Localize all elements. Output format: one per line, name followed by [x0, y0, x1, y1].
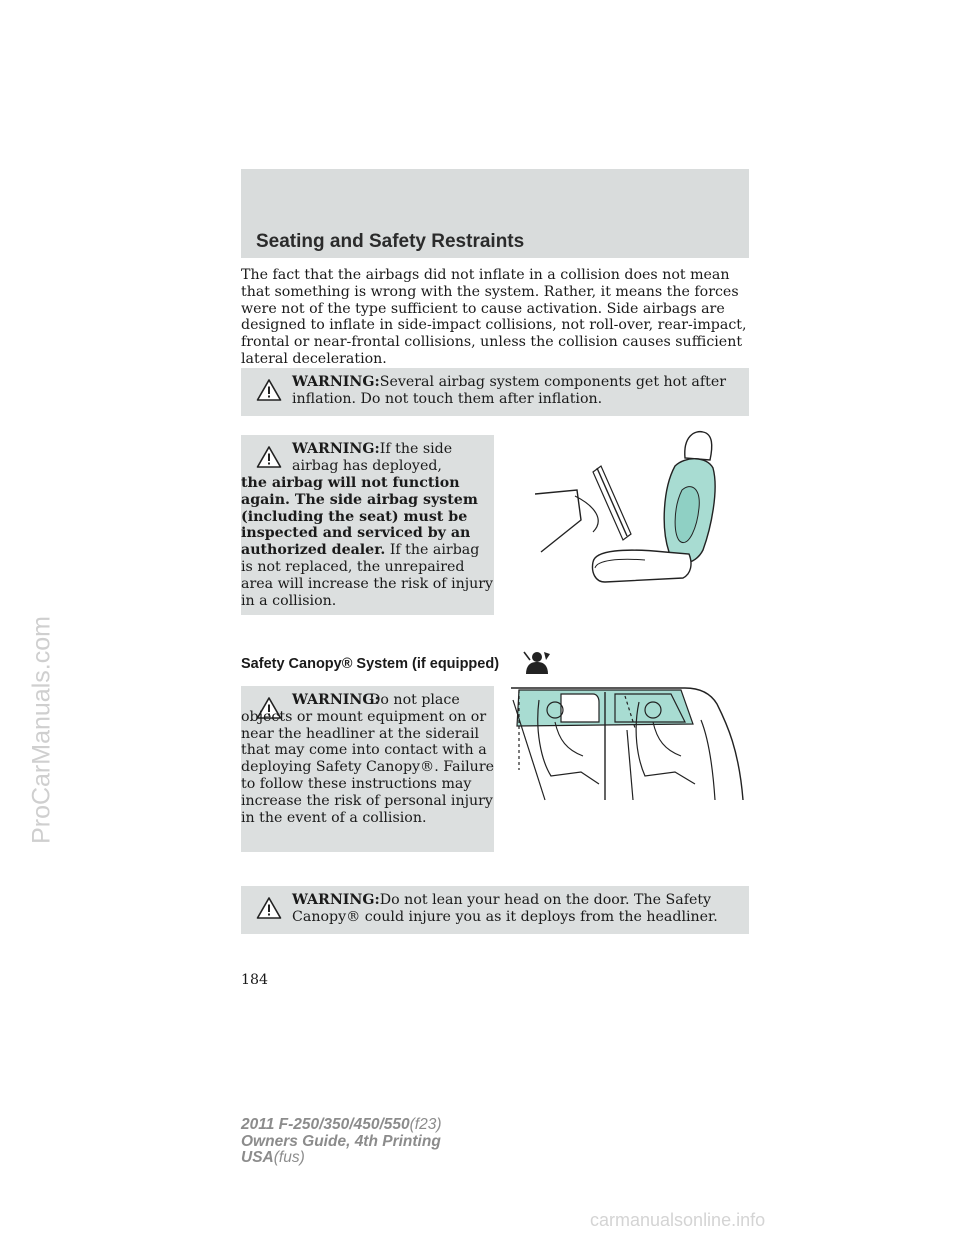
side-watermark [27, 520, 57, 940]
warning-triangle-icon [256, 445, 282, 469]
footer-market-code: (fus) [273, 1149, 305, 1166]
warning-3-body: Do not place objects or mount equipment on or near the headliner at the siderail that may come into contact with a deploying Safety Canopy®. Failure to follow these instructions may increase the risk of personal injury in the event of a collision. [241, 692, 494, 826]
warning-2-text-a: If the side airbag has deployed, [292, 441, 453, 474]
footer-model: 2011 F-250/350/450/550 [241, 1116, 410, 1133]
side-airbag-seat-illustration [535, 428, 735, 598]
footer-edition: Owners Guide, 4th Printing [241, 1132, 441, 1150]
warning-label: WARNING: [292, 892, 380, 908]
footer-market: USA [241, 1149, 274, 1166]
warning-triangle-icon [256, 378, 282, 402]
warning-label: WARNING: [292, 374, 380, 390]
page-number: 184 [241, 972, 269, 988]
warning-box-head-on-door [241, 886, 749, 934]
document-footer [241, 1117, 442, 1167]
warning-box-hot-components [241, 368, 749, 416]
warning-2-bold: the airbag will not function again. The side airbag system (including the seat) must be inspected and serviced by an authorized dealer. [241, 475, 478, 559]
section-header [241, 169, 749, 258]
warning-box-side-airbag [241, 435, 494, 615]
warning-2-lead [292, 441, 492, 475]
section-header-title: Seating and Safety Restraints [256, 231, 525, 252]
warning-box-headliner [241, 686, 494, 852]
warning-4-text [292, 892, 737, 926]
warning-4-body: Do not lean your head on the door. The Safety Canopy® could injure you as it deploys from the headliner. [292, 892, 718, 925]
warning-1-text [292, 374, 737, 408]
warning-label: WARNING: [292, 441, 380, 457]
bottom-watermark: carmanualsonline.info [590, 1210, 766, 1230]
warning-1-body: Several airbag system components get hot after inflation. Do not touch them after inflation. [292, 374, 727, 407]
warning-label: WARNING: [292, 692, 380, 708]
safety-canopy-heading-text: Safety Canopy® System (if equipped) [241, 656, 500, 672]
safety-canopy-icon [522, 650, 552, 676]
warning-2-rest [241, 475, 494, 609]
footer-model-code: (f23) [409, 1116, 442, 1133]
intro-paragraph: The fact that the airbags did not inflate in a collision does not mean that something is wrong with the system. Rather, it means the forces were not of the type sufficient to cause activation. Side airbags are designed to inflate in side-impact collisions, not roll-over, rear-impact, frontal or near-frontal collisions, unless the collision causes sufficient lateral deceleration. [241, 267, 747, 367]
safety-canopy-vehicle-illustration [505, 680, 750, 805]
warning-2-text-b: If the airbag is not replaced, the unrepaired area will increase the risk of injury in a collision. [241, 542, 494, 609]
side-watermark-text: ProCarManuals.com [27, 616, 56, 844]
safety-canopy-heading [241, 656, 499, 672]
warning-triangle-icon [256, 896, 282, 920]
